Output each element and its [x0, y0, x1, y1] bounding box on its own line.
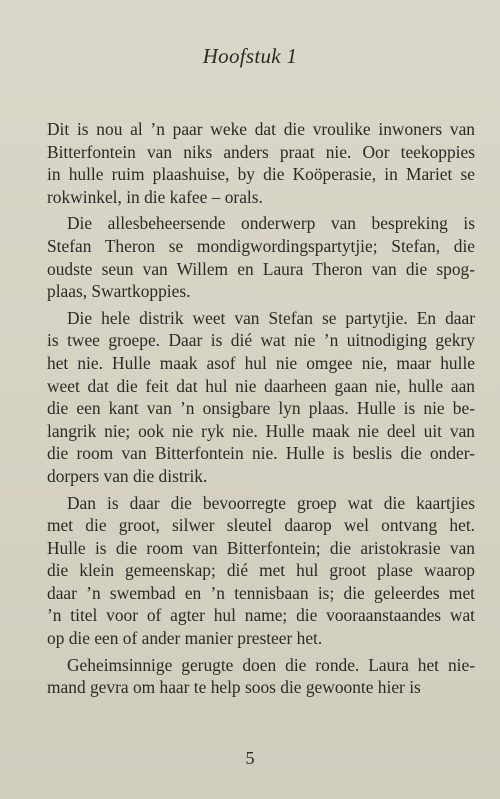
text-line: die klein gemeenskap; dié met hul groot plase waarop: [47, 560, 475, 581]
text-line: Die hele distrik weet van Stefan se partytjie. En daar: [67, 307, 475, 328]
text-line: plaas, Swartkoppies.: [47, 281, 191, 302]
text-line: oudste seun van Willem en Laura Theron van die spog-: [47, 258, 475, 279]
paragraph: [47, 492, 475, 650]
text-line: dorpers van die distrik.: [47, 465, 208, 486]
text-line: mand gevra om haar te help soos die gewoonte hier is: [47, 677, 421, 698]
paragraph: [47, 118, 475, 208]
text-line: Hulle is die room van Bitterfontein; die aristokrasie van: [47, 537, 475, 558]
paragraph: [47, 307, 475, 488]
text-line: is twee groepe. Daar is dié wat nie ’n uitnodiging gekry: [47, 330, 475, 351]
text-line: die een kant van ’n onsigbare lyn plaas. Hulle is nie be-: [47, 398, 475, 419]
text-line: op die een of ander manier presteer het.: [47, 628, 323, 649]
text-line: in hulle ruim plaashuise, by die Koöperasie, in Mariet se: [47, 164, 475, 185]
text-line: weet dat die feit dat hul nie daarheen gaan nie, hulle aan: [47, 375, 475, 396]
paragraph: [47, 212, 475, 302]
text-line: met die groot, silwer sleutel daarop wel ontvang het.: [47, 515, 475, 536]
text-line: daar ’n swembad en ’n tennisbaan is; die geleerdes met: [47, 582, 475, 603]
chapter-title: Hoofstuk 1: [202, 44, 298, 68]
text-line: Dan is daar die bevoorregte groep wat die kaartjies: [67, 492, 475, 513]
text-line: die room van Bitterfontein nie. Hulle is beslis die onder-: [47, 443, 475, 464]
text-line: Bitterfontein van niks anders praat nie. Oor teekoppies: [47, 141, 475, 162]
text-line: ’n titel voor of agter hul name; die vooraanstaandes wat: [47, 605, 475, 626]
page-number: 5: [245, 748, 255, 768]
text-line: langrik nie; ook nie ryk nie. Hulle maak nie deel uit van: [47, 420, 475, 441]
text-line: rokwinkel, in die kafee – orals.: [47, 186, 263, 207]
paragraph: [47, 654, 475, 699]
text-line: Geheimsinnige gerugte doen die ronde. Laura het nie-: [67, 654, 475, 675]
body-text: [47, 118, 475, 703]
text-line: het nie. Hulle maak asof hul nie omgee nie, maar hulle: [47, 352, 475, 373]
text-line: Dit is nou al ’n paar weke dat die vroulike inwoners van: [47, 119, 475, 139]
text-line: Die allesbeheersende onderwerp van bespreking is: [67, 213, 475, 234]
text-line: Stefan Theron se mondigwordingspartytjie; Stefan, die: [47, 235, 475, 256]
